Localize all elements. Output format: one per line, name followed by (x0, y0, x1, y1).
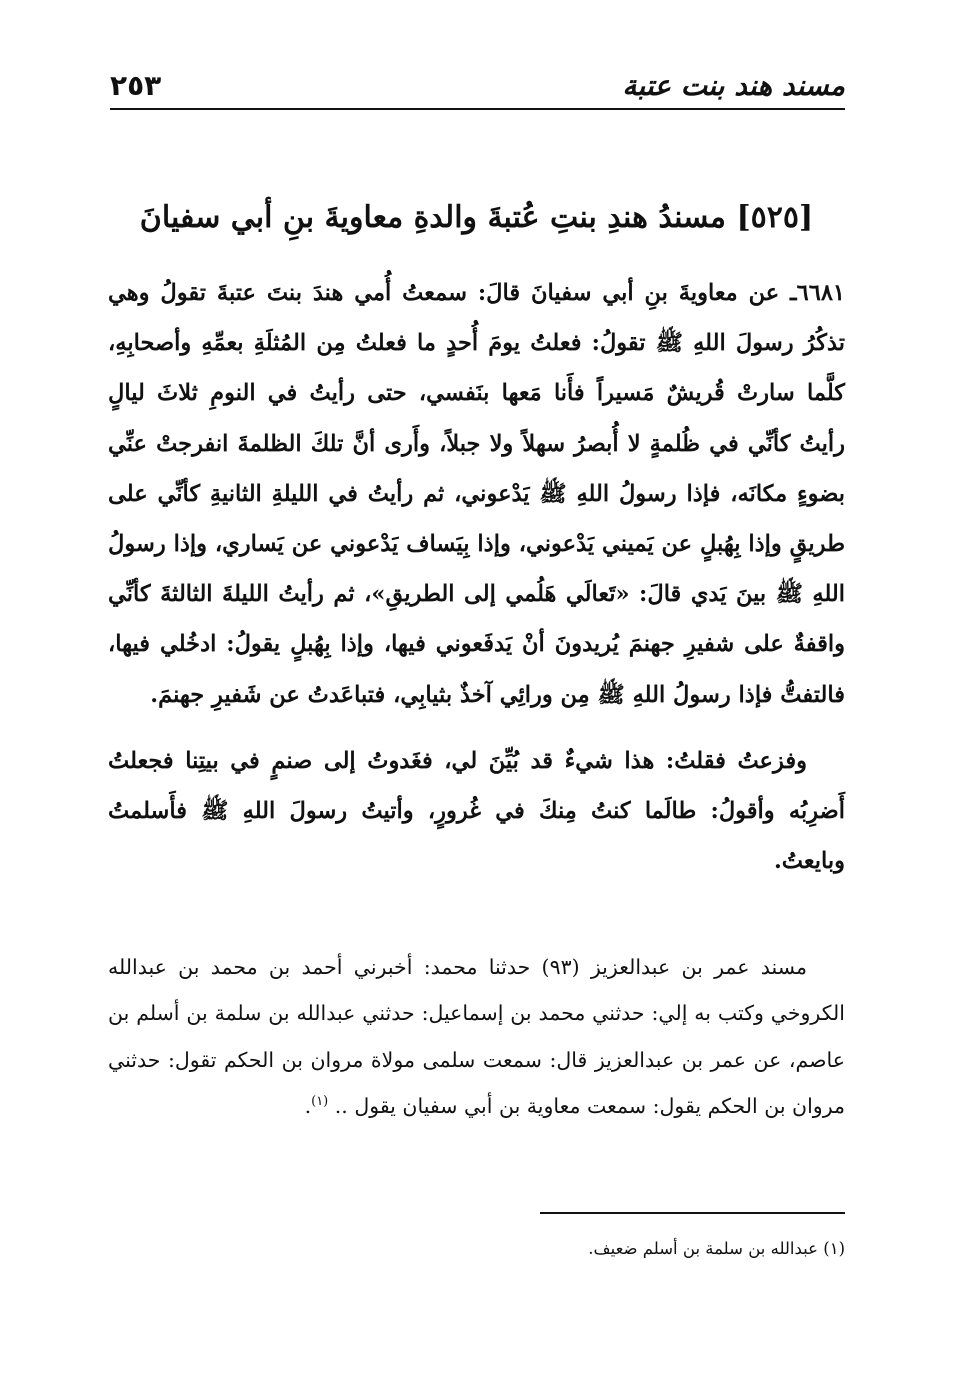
hadith-paragraph-2: وفزعتُ فقلتُ: هذا شيءٌ قد بُيِّنَ لي، فغَدوتُ إلى صنمٍ في بيتِنا فجعلتُ أَضرِبُه وأقولُ: طالَما كنتُ مِنكَ في غُرورٍ، وأتيتُ رسولَ اللهِ ﷺ فأَسلمتُ وبايعتُ. (108, 747, 845, 875)
header-rule (110, 108, 845, 110)
running-title: مسند هند بنت عتبة (622, 69, 845, 102)
isnad-paragraph (108, 944, 845, 1130)
running-header (110, 68, 845, 112)
hadith-paragraph-1: ٦٦٨١ـ عن معاويةَ بنِ أبي سفيانَ قالَ: سمعتُ أُمي هندَ بنتَ عتبةَ تقولُ وهي تذكُرُ رسولَ اللهِ ﷺ تقولُ: فعلتُ يومَ أُحدٍ ما فعلتُ مِن المُثلَةِ بعمِّهِ وأصحابِهِ، كلَّما سارتْ قُريشٌ مَسيراً فأَنا مَعها بنَفسي، حتى رأيتُ في النومِ ثلاثَ ليالٍ رأيتُ كأنِّي في ظُلمةٍ لا أُبصرُ سهلاً ولا جبلاً، وأَرى أنَّ تلكَ الظلمةَ انفرجتْ عنِّي بضوءٍ مكانَه، فإذا رسولُ اللهِ ﷺ يَدْعوني، ثم رأيتُ في الليلةِ الثانيةِ كأنِّي على طريقٍ وإذا بِهُبلٍ عن يَميني يَدْعوني، وإذا بِيَساف يَدْعوني عن يَساري، وإذا رسولُ اللهِ ﷺ بينَ يَدي قالَ: «تَعالَي هَلُمي إلى الطريقِ»، ثم رأيتُ الليلةَ الثالثةَ كأنِّي واقفةٌ على شفيرِ جهنمَ يُريدونَ أنْ يَدفَعوني فيها، وإذا بِهُبلٍ يقولُ: ادخُلي فيها، فالتفتُّ فإذا رسولُ اللهِ ﷺ مِن ورائِي آخذٌ بثيابِي، فتباعَدتُ عن شَفيرِ جهنمَ. (108, 280, 845, 708)
section-heading: [٥٢٥] مسندُ هندِ بنتِ عُتبةَ والدةِ معاويةَ بنِ أبي سفيانَ (139, 200, 814, 235)
isnad-text: مسند عمر بن عبدالعزيز (٩٣) حدثنا محمد: أخبرني أحمد بن محمد بن عبدالله الكروخي وكتب به إلي: حدثني محمد بن إسماعيل: حدثني عبدالله بن سلمة بن أسلم بن عاصم، عن عمر بن عبدالعزيز قال: سمعت سلمى مولاة مروان بن الحكم تقول: حدثني مروان بن الحكم يقول: سمعت معاوية بن أبي سفيان يقول .. (108, 955, 845, 1119)
footnote-separator (540, 1212, 845, 1214)
isnad-end-mark: . (304, 1094, 312, 1119)
isnad-block (108, 944, 845, 1130)
footnote-1: (١) عبدالله بن سلمة بن أسلم ضعيف. (588, 1239, 845, 1258)
hadith-text (108, 268, 845, 886)
footnote-reference: (١) (311, 1094, 329, 1110)
page-number: ٢٥٣ (110, 69, 162, 102)
